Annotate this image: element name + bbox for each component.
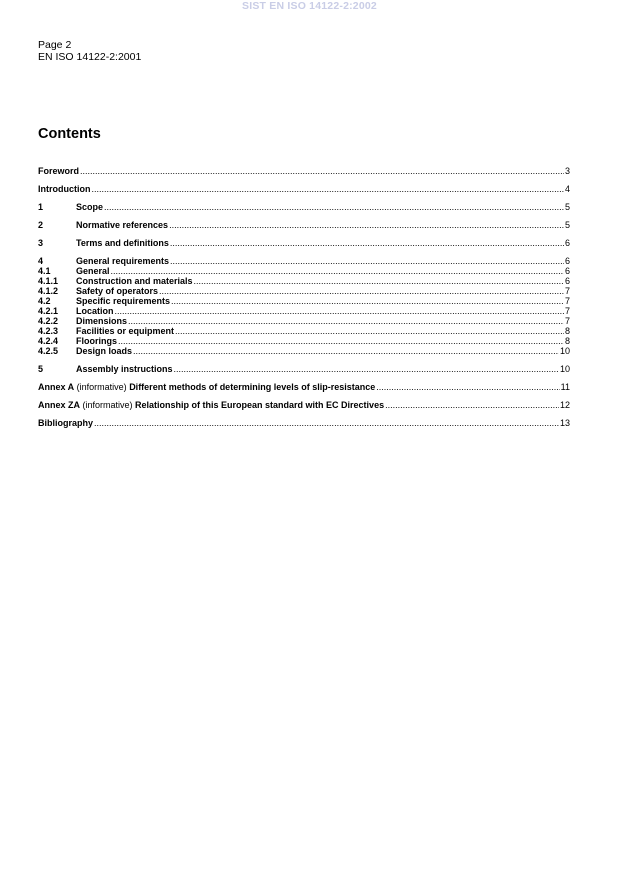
- standard-number: EN ISO 14122-2:2001: [38, 51, 142, 63]
- toc-entry-page: 12: [559, 400, 570, 410]
- toc-entry-number: 5: [38, 364, 44, 374]
- toc-entry-number: 4.2.3: [38, 326, 59, 336]
- toc-entry-annex-note: (informative): [74, 382, 130, 392]
- toc-leader-dots: [133, 346, 559, 356]
- table-of-contents: [38, 166, 570, 428]
- toc-entry-annex-title: Different methods of determining levels of slip-resistance: [129, 382, 376, 392]
- toc-entry-title: [76, 326, 174, 336]
- toc-leader-dots: [118, 336, 564, 346]
- toc-entry[interactable]: [38, 306, 570, 316]
- toc-entry[interactable]: [38, 316, 570, 326]
- toc-leader-dots: [376, 382, 559, 392]
- toc-entry-number: 4.1.1: [38, 276, 59, 286]
- toc-leader-dots: [170, 256, 564, 266]
- toc-entry-title-text: Specific requirements: [76, 296, 171, 306]
- toc-entry-title-text: Design loads: [76, 346, 133, 356]
- toc-entry-title: [76, 266, 110, 276]
- toc-entry-page: 8: [564, 336, 570, 346]
- toc-entry-page: 7: [564, 296, 570, 306]
- toc-entry-title: [76, 276, 193, 286]
- toc-entry-page: 5: [564, 220, 570, 230]
- toc-entry[interactable]: [38, 296, 570, 306]
- toc-entry-page: 7: [564, 286, 570, 296]
- page-number: Page 2: [38, 39, 72, 51]
- toc-entry-title: [76, 238, 169, 248]
- toc-entry-number: 4.2: [38, 296, 51, 306]
- toc-entry-title-text: Construction and materials: [76, 276, 193, 286]
- toc-entry-page: 7: [564, 306, 570, 316]
- toc-leader-dots: [385, 400, 559, 410]
- toc-leader-dots: [174, 364, 559, 374]
- toc-entry[interactable]: [38, 382, 570, 392]
- toc-leader-dots: [175, 326, 564, 336]
- toc-entry-title: [76, 286, 158, 296]
- toc-entry[interactable]: [38, 166, 570, 176]
- toc-entry[interactable]: [38, 238, 570, 248]
- toc-entry-page: 3: [564, 166, 570, 176]
- toc-entry-title: [76, 364, 173, 374]
- toc-leader-dots: [94, 418, 559, 428]
- toc-entry-title-text: General requirements: [76, 256, 170, 266]
- toc-entry[interactable]: [38, 418, 570, 428]
- toc-entry-page: 5: [564, 202, 570, 212]
- toc-entry[interactable]: [38, 400, 570, 410]
- toc-entry-page: 4: [564, 184, 570, 194]
- toc-entry-number: 1: [38, 202, 44, 212]
- toc-entry-page: 10: [559, 364, 570, 374]
- toc-entry-title-text: Bibliography: [38, 418, 94, 428]
- toc-entry-page: 10: [559, 346, 570, 356]
- toc-entry-number: 4.2.1: [38, 306, 59, 316]
- toc-entry[interactable]: [38, 286, 570, 296]
- toc-leader-dots: [115, 306, 564, 316]
- toc-entry-title: [38, 184, 91, 194]
- toc-entry-page: 6: [564, 256, 570, 266]
- toc-entry-number: 4.1.2: [38, 286, 59, 296]
- toc-entry-page: 6: [564, 266, 570, 276]
- toc-entry-page: 11: [560, 382, 570, 392]
- toc-entry-number: 2: [38, 220, 44, 230]
- toc-entry-number: 4: [38, 256, 44, 266]
- toc-leader-dots: [159, 286, 564, 296]
- toc-entry-title-text: Floorings: [76, 336, 117, 346]
- toc-entry-title: [38, 400, 384, 410]
- toc-entry-title: [38, 382, 375, 392]
- toc-entry-title-text: Dimensions: [76, 316, 128, 326]
- toc-entry-title-text: Location: [76, 306, 114, 316]
- toc-entry-title-text: General: [76, 266, 110, 276]
- toc-leader-dots: [111, 266, 564, 276]
- toc-entry-number: 4.2.4: [38, 336, 59, 346]
- toc-entry-title-text: Foreword: [38, 166, 80, 176]
- toc-entry[interactable]: [38, 276, 570, 286]
- toc-leader-dots: [128, 316, 564, 326]
- toc-entry-title: [38, 418, 93, 428]
- toc-entry[interactable]: [38, 326, 570, 336]
- toc-entry[interactable]: [38, 202, 570, 212]
- toc-entry-title: [76, 316, 127, 326]
- toc-entry-title-text: Facilities or equipment: [76, 326, 175, 336]
- toc-entry-number: 4.2.2: [38, 316, 59, 326]
- toc-entry[interactable]: [38, 364, 570, 374]
- toc-entry[interactable]: [38, 336, 570, 346]
- toc-entry[interactable]: [38, 256, 570, 266]
- toc-entry-title-text: Assembly instructions: [76, 364, 173, 374]
- toc-leader-dots: [170, 238, 564, 248]
- toc-entry-title-text: Annex ZA: [38, 400, 81, 410]
- toc-entry-page: 8: [564, 326, 570, 336]
- toc-leader-dots: [80, 166, 564, 176]
- toc-entry-title-text: Scope: [76, 202, 104, 212]
- toc-entry-annex-note: (informative): [80, 400, 136, 410]
- toc-leader-dots: [92, 184, 564, 194]
- toc-leader-dots: [169, 220, 564, 230]
- toc-leader-dots: [194, 276, 564, 286]
- toc-entry[interactable]: [38, 266, 570, 276]
- toc-entry[interactable]: [38, 220, 570, 230]
- toc-leader-dots: [104, 202, 564, 212]
- toc-entry-title: [76, 336, 117, 346]
- contents-heading: Contents: [38, 126, 101, 142]
- toc-entry-title: [76, 306, 114, 316]
- page-header: [38, 39, 141, 63]
- toc-entry-number: 3: [38, 238, 44, 248]
- toc-entry-annex-title: Relationship of this European standard with EC Directives: [135, 400, 385, 410]
- toc-entry-title-text: Introduction: [38, 184, 91, 194]
- toc-entry-title-text: Terms and definitions: [76, 238, 169, 248]
- toc-entry-title: [76, 220, 168, 230]
- toc-entry-title: [76, 256, 169, 266]
- toc-entry-title: [76, 346, 132, 356]
- toc-entry-title: [38, 166, 79, 176]
- toc-entry[interactable]: [38, 184, 570, 194]
- toc-entry-title-text: Safety of operators: [76, 286, 159, 296]
- toc-entry[interactable]: [38, 346, 570, 356]
- toc-entry-title: [76, 202, 103, 212]
- toc-entry-page: 6: [564, 276, 570, 286]
- toc-entry-title-text: Annex A: [38, 382, 75, 392]
- toc-leader-dots: [171, 296, 564, 306]
- toc-entry-title: [76, 296, 170, 306]
- toc-entry-title-text: Normative references: [76, 220, 169, 230]
- toc-entry-number: 4.1: [38, 266, 51, 276]
- toc-entry-page: 6: [564, 238, 570, 248]
- document-watermark: SIST EN ISO 14122-2:2002: [242, 0, 377, 12]
- toc-entry-number: 4.2.5: [38, 346, 59, 356]
- toc-entry-page: 13: [559, 418, 570, 428]
- toc-entry-page: 7: [564, 316, 570, 326]
